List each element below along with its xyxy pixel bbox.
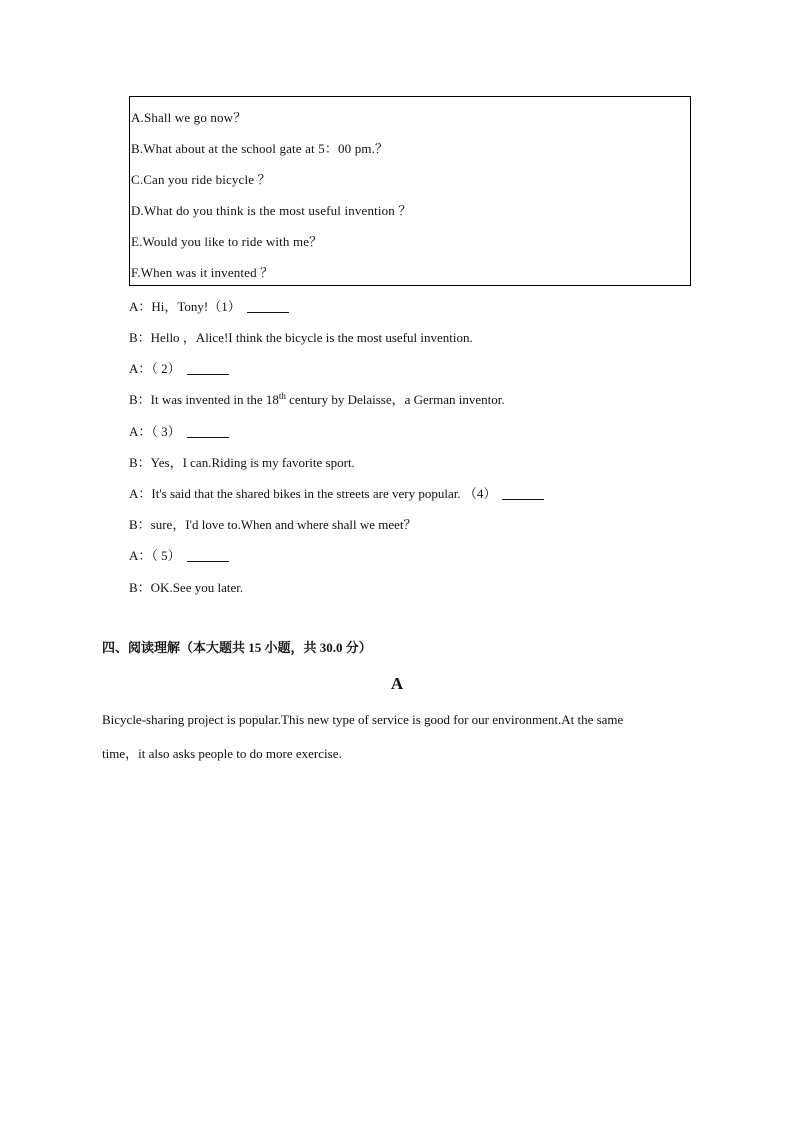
dialogue-text: B：Hello ，Alice!I think the bicycle is the most useful invention. (129, 330, 473, 345)
dialogue-line-1 (129, 296, 289, 315)
dialogue-line-2 (129, 327, 473, 346)
dialogue-line-4 (129, 389, 505, 408)
option-f: F.When was it invented ？ (131, 265, 274, 280)
answer-blank-3[interactable] (187, 425, 229, 438)
section-heading: 四、阅读理解（本大题共 15 小题，共 30.0 分） (102, 640, 372, 655)
dialogue-line-7 (129, 483, 544, 502)
dialogue-text: B：sure，I'd love to.When and where shall we meet？ (129, 517, 417, 532)
option-b: B.What about at the school gate at 5：00 pm.？ (131, 141, 389, 156)
dialogue-line-5 (129, 421, 229, 440)
superscript: th (278, 391, 286, 401)
dialogue-text: A：It's said that the shared bikes in the streets are very popular. （4） (129, 486, 497, 501)
dialogue-text: A：（ 5） (129, 548, 181, 563)
passage-line-2: time，it also asks people to do more exercise. (102, 746, 342, 761)
dialogue-text: B：OK.See you later. (129, 580, 244, 595)
answer-blank-5[interactable] (187, 549, 229, 562)
answer-blank-1[interactable] (247, 300, 289, 313)
dialogue-line-3 (129, 358, 229, 377)
dialogue-text: A：（ 2） (129, 361, 181, 376)
dialogue-text: A：Hi，Tony!（1） (129, 299, 241, 314)
option-c: C.Can you ride bicycle ？ (131, 172, 271, 187)
dialogue-text: A：（ 3） (129, 424, 181, 439)
option-a: A.Shall we go now？ (131, 110, 247, 125)
answer-blank-4[interactable] (502, 487, 544, 500)
answer-blank-2[interactable] (187, 362, 229, 375)
dialogue-line-9 (129, 545, 229, 564)
passage-title: A (390, 674, 404, 693)
dialogue-text: century by Delaisse，a German inventor. (285, 392, 505, 407)
dialogue-text: B：Yes，I can.Riding is my favorite sport. (129, 455, 355, 470)
dialogue-line-6 (129, 452, 355, 471)
dialogue-line-8 (129, 514, 417, 533)
option-e: E.Would you like to ride with me？ (131, 234, 323, 249)
dialogue-text: B：It was invented in the 18 (129, 392, 279, 407)
options-box (129, 96, 691, 286)
dialogue-line-10 (129, 577, 243, 596)
option-d: D.What do you think is the most useful invention ？ (131, 203, 412, 218)
passage-line-1: Bicycle-sharing project is popular.This new type of service is good for our environment.At the same (102, 712, 624, 727)
